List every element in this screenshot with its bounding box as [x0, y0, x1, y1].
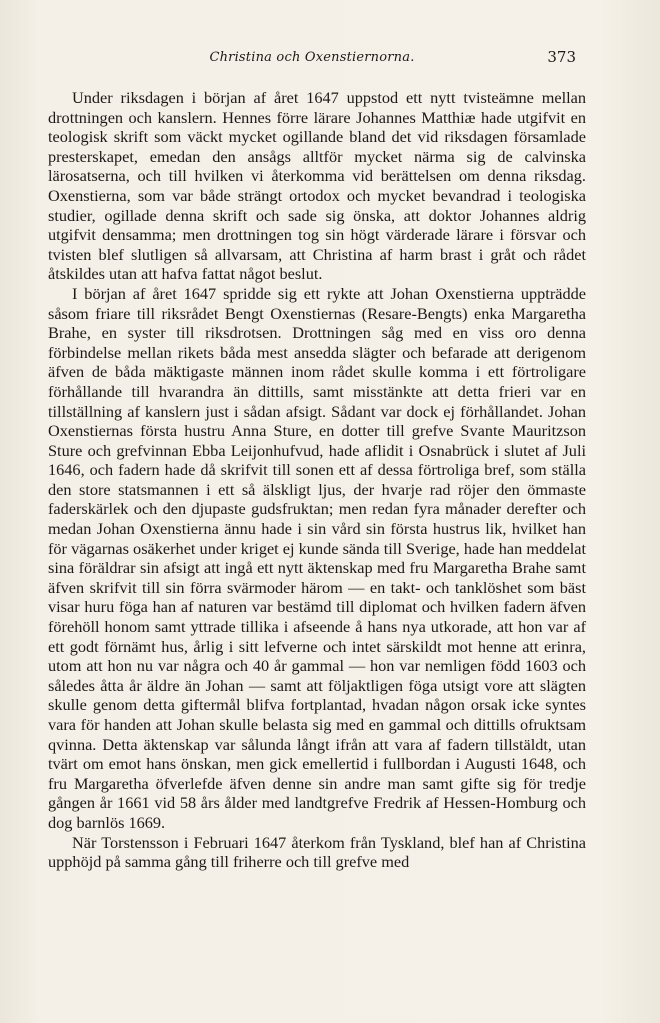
paragraph-3: När Torstensson i Februari 1647 återkom från Tyskland, blef han af Christina upphöjd på samma gång till friherre och till grefve med [48, 832, 586, 872]
paragraph-2: I början af året 1647 spridde sig ett rykte att Johan Oxenstierna uppträdde såsom friare till riksrådet Bengt Oxenstiernas (Resare-Bengts) enka Margaretha Brahe, en syster till riksdrotsen. Drottningen såg med en viss oro denna förbindelse mellan rikets båda mest ansedda slägter och befarade att derigenom äfven de båda mäktigaste männen inom rådet skulle komma i ett förtroligare förhållande till hvarandra än dittills, samt misstänkte att detta frieri var en tillställning af kanslern just i sådan afsigt. Sådant var dock ej förhållandet. Johan Oxenstiernas första hustru Anna Sture, en dotter till grefve Svante Mauritzson Sture och grefvinnan Ebba Leijonhufvud, hade aflidit i Osnabrück i slutet af Juli 1646, och fadern hade då skrifvit till sonen ett af dessa förtroliga bref, som ställa den store statsmannen i ett så älskligt ljus, der hvarje rad röjer den ömmaste faderskärlek och den djupaste gudsfruktan; men redan fyra månader derefter och medan Johan Oxenstierna ännu hade i sin vård sin första hustrus lik, hvilket han för vägarnas osäkerhet under kriget ej kunde sända till Sverige, hade han meddelat sina föräldrar sin afsigt att ingå ett nytt äktenskap med fru Margaretha Brahe samt äfven skrifvit till sin förra svärmoder härom — en takt- och tanklöshet som bäst visar huru föga han af naturen var bestämd till diplomat och hvilken fadern äfven förehöll honom samt yttrade tillika i afseende å hans nya utkorade, att hon var af ett godt förnämt hus, årlig i sitt lefverne och intet särskildt mot henne att erinra, utom att hon nu var några och 40 år gammal — hon var nemligen född 1603 och således åtta år äldre än Johan — samt att följaktligen föga utsigt vore att slägten skulle genom detta giftermål blifva fortplantad, hvadan någon orsak icke syntes vara för handen att Johan skulle belasta sig med en gammal och dittills ofruktsam qvinna. Detta äktenskap var sålunda långt ifrån att vara af fadern tillstäldt, utan tvärt om emot hans önskan, men gick emellertid i fullbordan i Augusti 1648, och fru Margaretha öfverlefde äfven denne sin andre man samt gifte sig för tredje gången år 1661 vid 58 års ålder med landtgrefve Fredrik af Hessen-Homburg och dog barnlös 1669. [48, 283, 586, 832]
paragraph-1: Under riksdagen i början af året 1647 uppstod ett nytt tvisteämne mellan drottningen och kanslern. Hennes förre lärare Johannes Matthiæ hade utgifvit en teologisk skrift som väckt mycket ogillande bland det vid riksdagen församlade presterskapet, emedan den ansågs alltför mycket närma sig de calvinska lärosatserna, och till hvilken vi återkomma vid berättelsen om denna riksdag. Oxenstierna, som var både strängt ortodox och mycket bevandrad i teologiska studier, ogillade denna skrift och sade sig önska, att doktor Johannes aldrig utgifvit densamma; men drottningen tog sin högt värderade lärare i försvar och tvisten blef slutligen så allvarsam, att Christina af harm brast i gråt och rådet åtskildes utan att hafva fattat något beslut. [48, 88, 586, 284]
page-number: 373 [547, 48, 576, 66]
page-header [48, 48, 576, 70]
running-title: Christina och Oxenstiernorna. [209, 50, 415, 65]
body-text [48, 88, 586, 872]
